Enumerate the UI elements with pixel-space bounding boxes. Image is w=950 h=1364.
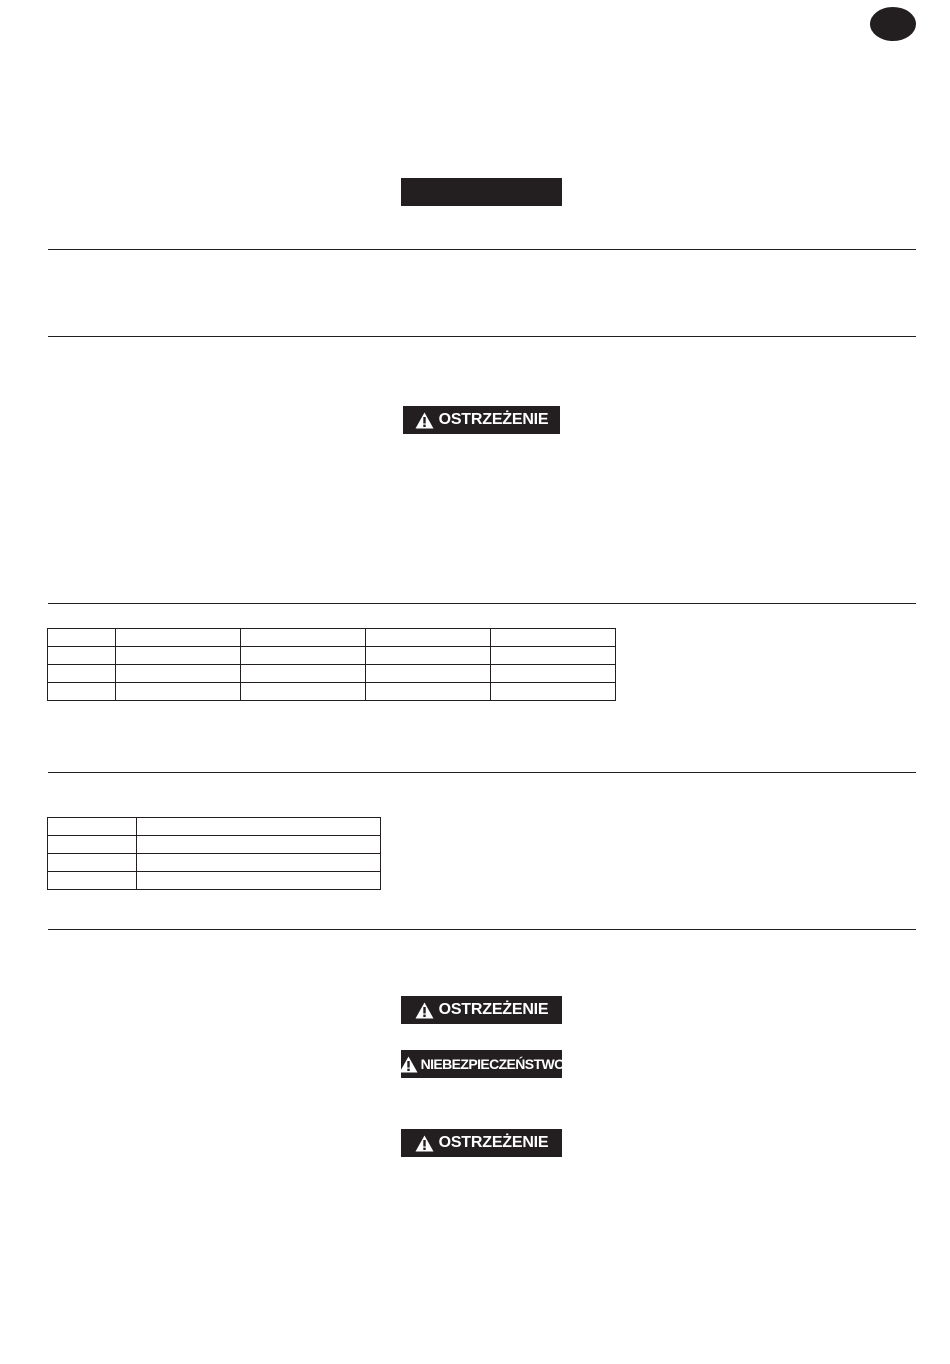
- warning-triangle-icon: [415, 412, 434, 429]
- language-badge: [870, 7, 916, 41]
- section-divider: [48, 772, 916, 773]
- table-cell: [116, 629, 241, 647]
- section-heading-bar: [401, 178, 562, 206]
- table-cell: [241, 665, 366, 683]
- table-cell: [116, 665, 241, 683]
- table-cell: [366, 629, 491, 647]
- table-row: [48, 665, 616, 683]
- table-cell: [366, 683, 491, 701]
- table-row: [48, 836, 381, 854]
- section-divider: [48, 929, 916, 930]
- table-cell: [241, 683, 366, 701]
- table-cell: [48, 872, 137, 890]
- section-divider: [48, 603, 916, 604]
- table-row: [48, 683, 616, 701]
- table-cell: [116, 683, 241, 701]
- table-cell: [491, 647, 616, 665]
- warning-label-text: OSTRZEŻENIE: [438, 411, 549, 428]
- danger-label: [401, 1050, 565, 1078]
- table-row: [48, 872, 381, 890]
- table-cell: [241, 629, 366, 647]
- table-cell: [48, 836, 137, 854]
- table-cell: [48, 854, 137, 872]
- table-cell: [137, 872, 381, 890]
- warning-label: [401, 996, 562, 1024]
- parameter-table: [47, 817, 381, 890]
- table-row: [48, 854, 381, 872]
- table-cell: [366, 647, 491, 665]
- table-cell: [491, 629, 616, 647]
- warning-triangle-icon: [415, 1135, 434, 1152]
- table-cell: [48, 818, 137, 836]
- warning-label: [403, 406, 560, 434]
- table-cell: [48, 629, 116, 647]
- table-cell: [137, 818, 381, 836]
- table-row: [48, 647, 616, 665]
- warning-label: [401, 1129, 562, 1157]
- table-cell: [48, 647, 116, 665]
- danger-label-text: NIEBEZPIECZEŃSTWO: [420, 1056, 565, 1072]
- table-row: [48, 629, 616, 647]
- table-cell: [137, 854, 381, 872]
- section-divider: [48, 249, 916, 250]
- table-cell: [137, 836, 381, 854]
- table-cell: [491, 683, 616, 701]
- table-cell: [48, 683, 116, 701]
- table-cell: [116, 647, 241, 665]
- table-row: [48, 818, 381, 836]
- warning-triangle-icon: [399, 1056, 418, 1073]
- table-cell: [48, 665, 116, 683]
- table-cell: [366, 665, 491, 683]
- warning-label-text: OSTRZEŻENIE: [438, 1001, 549, 1018]
- specification-table: [47, 628, 616, 701]
- section-divider: [48, 336, 916, 337]
- warning-label-text: OSTRZEŻENIE: [438, 1134, 549, 1151]
- table-cell: [491, 665, 616, 683]
- warning-triangle-icon: [415, 1002, 434, 1019]
- table-cell: [241, 647, 366, 665]
